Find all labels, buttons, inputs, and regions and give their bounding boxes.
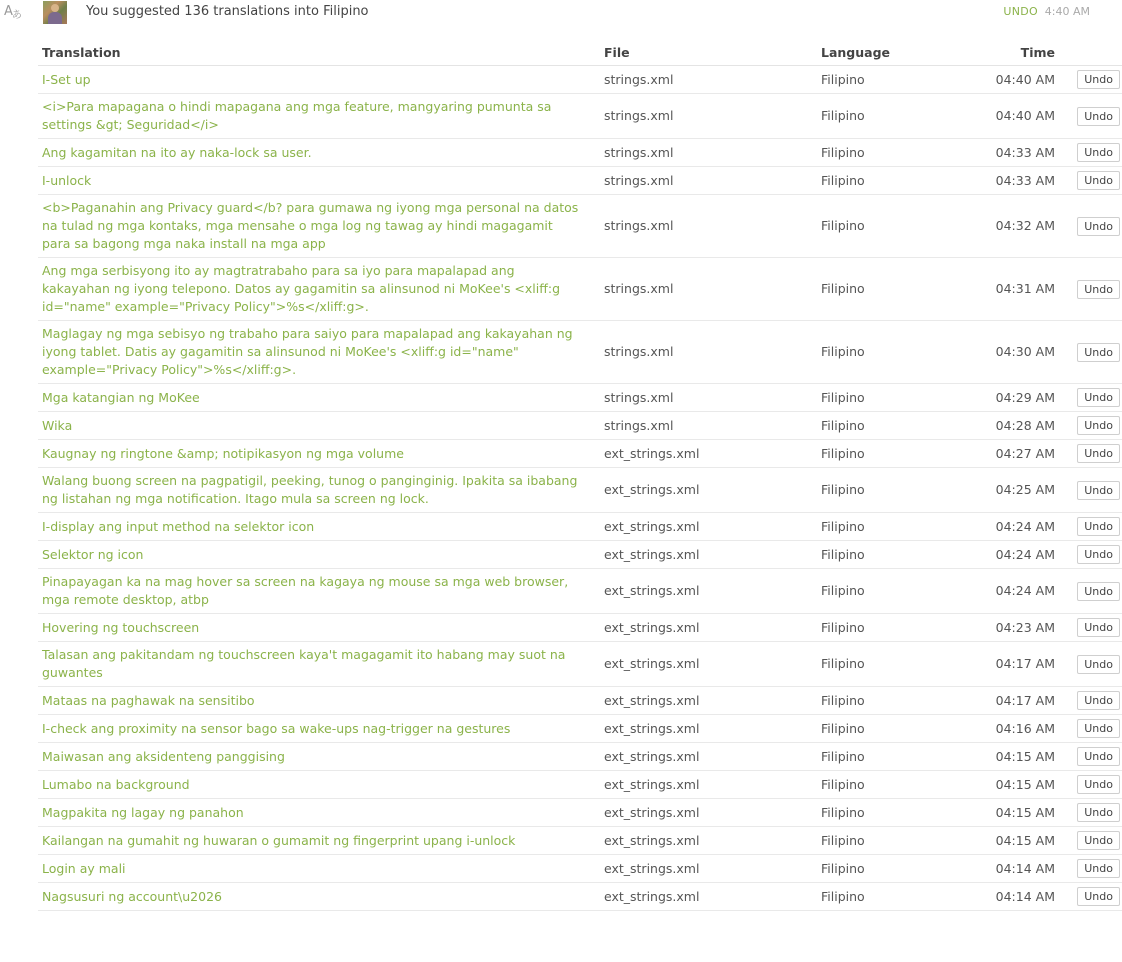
row-action-cell bbox=[1065, 167, 1122, 195]
table-row bbox=[38, 771, 1122, 799]
undo-button[interactable]: Undo bbox=[1077, 70, 1120, 89]
column-header-file: File bbox=[600, 42, 817, 66]
row-action-cell bbox=[1065, 468, 1122, 513]
file-name: ext_strings.xml bbox=[600, 883, 817, 911]
language-name: Filipino bbox=[817, 94, 974, 139]
file-name: ext_strings.xml bbox=[600, 715, 817, 743]
language-name: Filipino bbox=[817, 66, 974, 94]
translation-text[interactable]: Pinapayagan ka na mag hover sa screen na kagaya ng mouse sa mga web browser, mga remote desktop, atbp bbox=[38, 569, 600, 614]
table-row bbox=[38, 258, 1122, 321]
undo-button[interactable]: Undo bbox=[1077, 107, 1120, 126]
translation-text[interactable]: Magpakita ng lagay ng panahon bbox=[38, 799, 600, 827]
translation-text[interactable]: Mataas na paghawak na sensitibo bbox=[38, 687, 600, 715]
undo-button[interactable]: Undo bbox=[1077, 618, 1120, 637]
row-action-cell bbox=[1065, 66, 1122, 94]
translation-text[interactable]: <i>Para mapagana o hindi mapagana ang mga feature, mangyaring pumunta sa settings &gt; Seguridad</i> bbox=[38, 94, 600, 139]
table-row bbox=[38, 569, 1122, 614]
undo-button[interactable]: Undo bbox=[1077, 655, 1120, 674]
translation-text[interactable]: Wika bbox=[38, 412, 600, 440]
row-timestamp: 04:23 AM bbox=[974, 614, 1065, 642]
file-name: ext_strings.xml bbox=[600, 468, 817, 513]
translation-text[interactable]: Kailangan na gumahit ng huwaran o gumamit ng fingerprint upang i-unlock bbox=[38, 827, 600, 855]
file-name: ext_strings.xml bbox=[600, 614, 817, 642]
row-timestamp: 04:33 AM bbox=[974, 139, 1065, 167]
table-row bbox=[38, 513, 1122, 541]
row-action-cell bbox=[1065, 139, 1122, 167]
language-name: Filipino bbox=[817, 321, 974, 384]
translation-text[interactable]: I-display ang input method na selektor icon bbox=[38, 513, 600, 541]
translations-table bbox=[38, 42, 1122, 911]
row-timestamp: 04:27 AM bbox=[974, 440, 1065, 468]
row-timestamp: 04:15 AM bbox=[974, 799, 1065, 827]
translation-text[interactable]: Walang buong screen na pagpatigil, peeking, tunog o panginginig. Ipakita sa ibabang ng listahan ng mga notification. Itago mula sa screen ng lock. bbox=[38, 468, 600, 513]
row-timestamp: 04:24 AM bbox=[974, 569, 1065, 614]
translation-text[interactable]: Ang mga serbisyong ito ay magtratrabaho para sa iyo para mapalapad ang kakayahan ng iyong telepono. Datos ay gagamitin sa alinsunod ni MoKee's <xliff:g id="name" example="Privacy Policy">%s</xliff:g>. bbox=[38, 258, 600, 321]
language-name: Filipino bbox=[817, 799, 974, 827]
avatar bbox=[43, 1, 67, 24]
file-name: ext_strings.xml bbox=[600, 569, 817, 614]
row-action-cell bbox=[1065, 541, 1122, 569]
language-name: Filipino bbox=[817, 412, 974, 440]
file-name: ext_strings.xml bbox=[600, 855, 817, 883]
row-timestamp: 04:14 AM bbox=[974, 883, 1065, 911]
row-action-cell bbox=[1065, 883, 1122, 911]
translation-text[interactable]: Selektor ng icon bbox=[38, 541, 600, 569]
table-row bbox=[38, 412, 1122, 440]
file-name: ext_strings.xml bbox=[600, 799, 817, 827]
row-timestamp: 04:31 AM bbox=[974, 258, 1065, 321]
table-row bbox=[38, 799, 1122, 827]
language-name: Filipino bbox=[817, 541, 974, 569]
undo-button[interactable]: Undo bbox=[1077, 831, 1120, 850]
language-name: Filipino bbox=[817, 687, 974, 715]
row-action-cell bbox=[1065, 440, 1122, 468]
translation-text[interactable]: I-check ang proximity na sensor bago sa wake-ups nag-trigger na gestures bbox=[38, 715, 600, 743]
row-timestamp: 04:40 AM bbox=[974, 94, 1065, 139]
column-header-time: Time bbox=[974, 42, 1065, 66]
row-timestamp: 04:30 AM bbox=[974, 321, 1065, 384]
table-row bbox=[38, 642, 1122, 687]
language-name: Filipino bbox=[817, 258, 974, 321]
language-name: Filipino bbox=[817, 771, 974, 799]
row-action-cell bbox=[1065, 614, 1122, 642]
undo-button[interactable]: Undo bbox=[1077, 517, 1120, 536]
translation-text[interactable]: Lumabo na background bbox=[38, 771, 600, 799]
row-timestamp: 04:17 AM bbox=[974, 642, 1065, 687]
file-name: strings.xml bbox=[600, 195, 817, 258]
undo-button[interactable]: Undo bbox=[1077, 887, 1120, 906]
undo-button[interactable]: Undo bbox=[1077, 747, 1120, 766]
table-row bbox=[38, 66, 1122, 94]
file-name: strings.xml bbox=[600, 139, 817, 167]
language-name: Filipino bbox=[817, 614, 974, 642]
undo-button[interactable]: Undo bbox=[1077, 444, 1120, 463]
file-name: strings.xml bbox=[600, 94, 817, 139]
translation-text[interactable]: Ang kagamitan na ito ay naka-lock sa user. bbox=[38, 139, 600, 167]
row-action-cell bbox=[1065, 195, 1122, 258]
undo-button[interactable]: Undo bbox=[1077, 171, 1120, 190]
file-name: strings.xml bbox=[600, 258, 817, 321]
column-header-language: Language bbox=[817, 42, 974, 66]
language-name: Filipino bbox=[817, 569, 974, 614]
undo-button[interactable]: Undo bbox=[1077, 280, 1120, 299]
table-row bbox=[38, 139, 1122, 167]
row-action-cell bbox=[1065, 743, 1122, 771]
file-name: ext_strings.xml bbox=[600, 827, 817, 855]
language-name: Filipino bbox=[817, 642, 974, 687]
row-timestamp: 04:33 AM bbox=[974, 167, 1065, 195]
translate-icon: $A_あ$ bbox=[4, 4, 21, 21]
row-action-cell bbox=[1065, 687, 1122, 715]
file-name: ext_strings.xml bbox=[600, 687, 817, 715]
row-timestamp: 04:24 AM bbox=[974, 541, 1065, 569]
table-row bbox=[38, 827, 1122, 855]
row-timestamp: 04:15 AM bbox=[974, 771, 1065, 799]
row-action-cell bbox=[1065, 321, 1122, 384]
row-action-cell bbox=[1065, 799, 1122, 827]
row-action-cell bbox=[1065, 384, 1122, 412]
language-name: Filipino bbox=[817, 195, 974, 258]
row-timestamp: 04:24 AM bbox=[974, 513, 1065, 541]
row-action-cell bbox=[1065, 642, 1122, 687]
translation-text[interactable]: Mga katangian ng MoKee bbox=[38, 384, 600, 412]
language-name: Filipino bbox=[817, 827, 974, 855]
table-row bbox=[38, 384, 1122, 412]
row-action-cell bbox=[1065, 771, 1122, 799]
undo-button[interactable]: Undo bbox=[1077, 803, 1120, 822]
table-header-row bbox=[38, 42, 1122, 66]
file-name: ext_strings.xml bbox=[600, 440, 817, 468]
file-name: strings.xml bbox=[600, 321, 817, 384]
language-name: Filipino bbox=[817, 883, 974, 911]
file-name: ext_strings.xml bbox=[600, 541, 817, 569]
table-row bbox=[38, 440, 1122, 468]
undo-button[interactable]: Undo bbox=[1077, 719, 1120, 738]
language-name: Filipino bbox=[817, 513, 974, 541]
translation-text[interactable]: Hovering ng touchscreen bbox=[38, 614, 600, 642]
undo-button[interactable]: Undo bbox=[1077, 691, 1120, 710]
language-name: Filipino bbox=[817, 440, 974, 468]
file-name: ext_strings.xml bbox=[600, 771, 817, 799]
column-header-action bbox=[1065, 42, 1122, 66]
language-name: Filipino bbox=[817, 855, 974, 883]
translation-text[interactable]: <b>Paganahin ang Privacy guard</b? para gumawa ng iyong mga personal na datos na tulad ng mga kontaks, mga mensahe o mga log ng tawag ay hindi magagamit para sa bagong mga naka install na mga app bbox=[38, 195, 600, 258]
row-action-cell bbox=[1065, 715, 1122, 743]
table-row bbox=[38, 855, 1122, 883]
undo-button[interactable]: Undo bbox=[1077, 481, 1120, 500]
undo-button[interactable]: Undo bbox=[1077, 143, 1120, 162]
table-row bbox=[38, 743, 1122, 771]
row-action-cell bbox=[1065, 855, 1122, 883]
language-name: Filipino bbox=[817, 139, 974, 167]
table-row bbox=[38, 614, 1122, 642]
undo-button[interactable]: Undo bbox=[1077, 859, 1120, 878]
file-name: ext_strings.xml bbox=[600, 642, 817, 687]
row-timestamp: 04:25 AM bbox=[974, 468, 1065, 513]
undo-button[interactable]: Undo bbox=[1077, 217, 1120, 236]
file-name: strings.xml bbox=[600, 412, 817, 440]
row-timestamp: 04:16 AM bbox=[974, 715, 1065, 743]
file-name: strings.xml bbox=[600, 384, 817, 412]
column-header-translation: Translation bbox=[38, 42, 600, 66]
table-row bbox=[38, 468, 1122, 513]
undo-button[interactable]: Undo bbox=[1077, 343, 1120, 362]
row-timestamp: 04:40 AM bbox=[974, 66, 1065, 94]
table-row bbox=[38, 94, 1122, 139]
language-name: Filipino bbox=[817, 743, 974, 771]
file-name: ext_strings.xml bbox=[600, 513, 817, 541]
row-action-cell bbox=[1065, 513, 1122, 541]
page-title: You suggested 136 translations into Filipino bbox=[86, 4, 369, 19]
translation-text[interactable]: I-Set up bbox=[38, 66, 600, 94]
header-timestamp: 4:40 AM bbox=[1044, 5, 1090, 18]
translation-text[interactable]: I-unlock bbox=[38, 167, 600, 195]
translation-text[interactable]: Maiwasan ang aksidenteng panggising bbox=[38, 743, 600, 771]
row-action-cell bbox=[1065, 412, 1122, 440]
language-name: Filipino bbox=[817, 468, 974, 513]
file-name: strings.xml bbox=[600, 167, 817, 195]
language-name: Filipino bbox=[817, 167, 974, 195]
row-action-cell bbox=[1065, 569, 1122, 614]
row-action-cell bbox=[1065, 94, 1122, 139]
language-name: Filipino bbox=[817, 384, 974, 412]
file-name: strings.xml bbox=[600, 66, 817, 94]
table-row bbox=[38, 715, 1122, 743]
translation-text[interactable]: Login ay mali bbox=[38, 855, 600, 883]
table-row bbox=[38, 321, 1122, 384]
row-timestamp: 04:14 AM bbox=[974, 855, 1065, 883]
table-row bbox=[38, 195, 1122, 258]
row-timestamp: 04:15 AM bbox=[974, 827, 1065, 855]
undo-button[interactable]: Undo bbox=[1077, 388, 1120, 407]
undo-all-link[interactable]: UNDO bbox=[1003, 5, 1038, 18]
row-action-cell bbox=[1065, 827, 1122, 855]
file-name: ext_strings.xml bbox=[600, 743, 817, 771]
translation-text[interactable]: Nagsusuri ng account\u2026 bbox=[38, 883, 600, 911]
table-row bbox=[38, 167, 1122, 195]
row-timestamp: 04:15 AM bbox=[974, 743, 1065, 771]
undo-button[interactable]: Undo bbox=[1077, 416, 1120, 435]
row-action-cell bbox=[1065, 258, 1122, 321]
language-name: Filipino bbox=[817, 715, 974, 743]
table-row bbox=[38, 883, 1122, 911]
undo-button[interactable]: Undo bbox=[1077, 775, 1120, 794]
table-row bbox=[38, 687, 1122, 715]
row-timestamp: 04:28 AM bbox=[974, 412, 1065, 440]
row-timestamp: 04:17 AM bbox=[974, 687, 1065, 715]
undo-button[interactable]: Undo bbox=[1077, 582, 1120, 601]
row-timestamp: 04:32 AM bbox=[974, 195, 1065, 258]
row-timestamp: 04:29 AM bbox=[974, 384, 1065, 412]
translation-text[interactable]: Talasan ang pakitandam ng touchscreen kaya't magagamit ito habang may suot na guwantes bbox=[38, 642, 600, 687]
undo-button[interactable]: Undo bbox=[1077, 545, 1120, 564]
translation-text[interactable]: Kaugnay ng ringtone &amp; notipikasyon ng mga volume bbox=[38, 440, 600, 468]
translation-text[interactable]: Maglagay ng mga sebisyo ng trabaho para saiyo para mapalapad ang kakayahan ng iyong tablet. Datis ay gagamitin sa alinsunod ni MoKee's <xliff:g id="name" example="Privacy Policy">%s</xliff:g>. bbox=[38, 321, 600, 384]
table-row bbox=[38, 541, 1122, 569]
